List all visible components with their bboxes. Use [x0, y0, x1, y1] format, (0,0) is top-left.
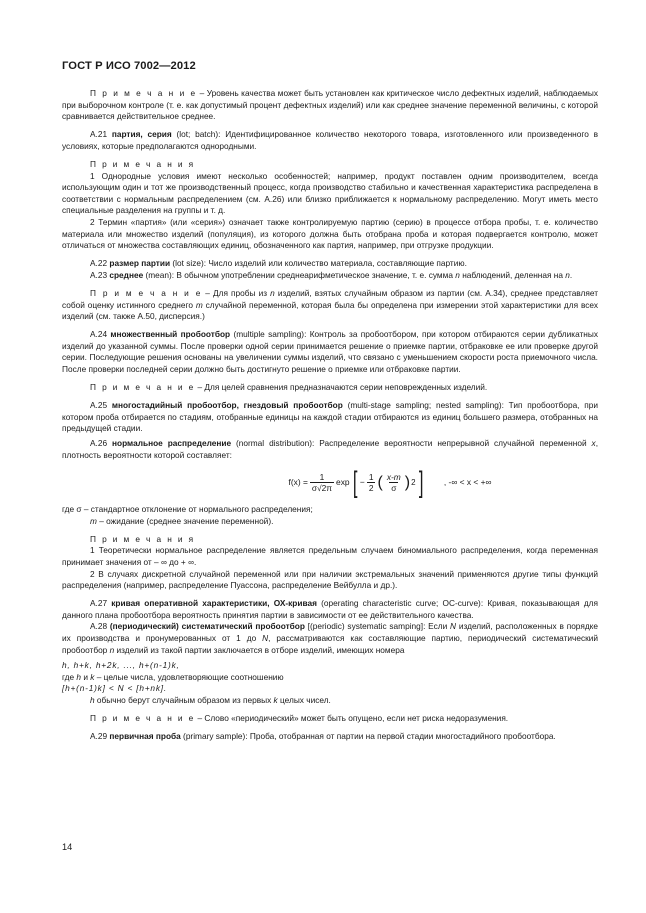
- term-primary-sample: первичная проба: [109, 731, 181, 742]
- term-oc-curve: кривая оперативной характеристики, ОХ-кривая: [111, 598, 317, 609]
- definition-a27: А.27 кривая оперативной характеристики, ОХ-кривая (operating characteristic curve; OC-curve): Кривая, показывающая для данного плана пробоотбора вероятность принятия партии в зависимости от ее действительного качества.: [62, 598, 599, 620]
- term-mean: среднее: [109, 269, 144, 280]
- note-a21-2: 2 Термин «партия» (или «серия») означает также контролируемую партию (серию) в процессе отбора пробы, т. е. количество материала или множество изделий (популяция), из которого должна быть отобрана проба и которая подвергается контролю, может отличаться от множества составляющих единиц, обозначенного как партия, например, при отгрузке продукции.: [62, 216, 598, 251]
- term-systematic-sampling: (периодический) систематический пробоотбор: [109, 621, 305, 632]
- notes-heading-a26: П р и м е ч а н и я: [90, 533, 196, 544]
- definition-a29: А.29 первичная проба (primary sample): Проба, отобранная от партии на первой стадии многостадийного пробоотбора.: [90, 731, 556, 742]
- note-a23: П р и м е ч а н и е – Для пробы из n изделий, взятых случайным образом из партии (см. А.34), среднее представляет собой оценку истинного среднего m случайной переменной, которая была бы определена при измерении этой характеристики для всех изделий (см. также А.50, дисперсия.): [62, 287, 599, 322]
- normal-density-formula: f(x) = $\frac{1}{\sigma√2\pi}$ exp [ − $\frac{1}{2}$ ( $\frac{x-m}{\sigma}$ ) 2 ] , -∞ < x < +∞: [288, 466, 492, 500]
- definition-a24: А.24 множественный пробоотбор (multiple sampling): Контроль за пробоотбором, при котором отбираются серии дубликатных изделий до указанной суммы. После проверки одной серии принимается решение о приемке партии, отбраковке ее или проверке другой серии. Последующие решения основаны на увеличении суммы изделий, что связано с уменьшением скорости роста приемочного числа. После проверки последней серии должно быть достигнуто решение о приемке или отбраковке партии.: [62, 329, 598, 374]
- term-normal-distribution: нормальное распределение: [112, 437, 232, 448]
- left-bracket: [: [352, 466, 358, 500]
- note-label: П р и м е ч а н и е: [90, 88, 198, 98]
- where-sigma: где σ – стандартное отклонение от нормального распределения;: [62, 504, 313, 515]
- note-quality-level: П р и м е ч а н и е – Уровень качества может быть установлен как критическое число дефектных изделий, наблюдаемых при выборочном контроле (т. е. как допустимый процент дефектных изделий) или как среднее значение переменной величины, с которой сравнивается действительное среднее.: [62, 88, 598, 122]
- inequality-formula: [h+(n-1)k] < N < [h+nk].: [62, 683, 167, 694]
- definition-a23: А.23 среднее (mean): В обычном употреблении среднеарифметическое значение, т. е. сумма n наблюдений, деленная на n.: [90, 269, 573, 280]
- fraction-half: $\frac{1}{2}$: [368, 472, 374, 494]
- notes-heading: П р и м е ч а н и я: [90, 158, 196, 169]
- definition-a26: А.26 нормальное распределение (normal distribution): Распределение вероятности непрерывной случайной переменной x, плотность вероятности которой составляет:: [62, 437, 598, 460]
- document-header: ГОСТ Р ИСО 7002—2012: [62, 60, 196, 72]
- where-h-k: где h и k – целые числа, удовлетворяющие соотношению: [62, 671, 284, 682]
- right-bracket: ]: [418, 466, 424, 500]
- fraction-standardized: $\frac{x-m}{\sigma}$: [386, 472, 401, 494]
- definition-a28: А.28 (периодический) систематический пробоотбор [(periodic) systematic samping]: Если N изделий, расположенных в порядке их производства и пронумерованных от 1 до N, рассматриваются как составляющие партию, периодический систематический пробоотбор n изделий из такой партии заключается в отборе изделий, имеющих номера: [62, 621, 599, 655]
- term-lot-size: размер партии: [109, 258, 171, 269]
- note-a26-2: 2 В случаях дискретной случайной переменной или при наличии экстремальных значений применяются другие типы функций распределения (например, распределение Пуассона, распределение Вейбулла и др.).: [62, 568, 598, 591]
- page-body: [62, 88, 598, 743]
- definition-a22: А.22 размер партии (lot size): Число изделий или количество материала, составляющие партию.: [90, 258, 467, 269]
- note-a24: П р и м е ч а н и е – Для целей сравнения предназначаются серии неповрежденных изделий.: [90, 382, 488, 393]
- fraction-normalizer: $\frac{1}{\sigma√2\pi}$: [311, 472, 333, 494]
- term-multistage-sampling: многостадийный пробоотбор, гнездовый пробоотбор: [111, 400, 343, 411]
- h-selection-text: h обычно берут случайным образом из первых k целых чисел.: [90, 695, 331, 706]
- sequence-formula: h, h+k, h+2k, ..., h+(n-1)k,: [62, 660, 180, 671]
- term-lot: партия, серия: [111, 129, 172, 140]
- definition-a21: А.21 партия, серия (lot; batch): Идентифицированное количество некоторого товара, изготовленного или произведенного в условиях, которые предполагаются однородными.: [62, 129, 598, 151]
- note-a21-1: 1 Однородные условия имеют несколько особенностей; например, продукт поставлен одним производителем, всегда использующим один и тот же производственный процесс, когда производство стабильно и качественная характеристика распределена в соответствии с нормальным распределением (см. А.26) или близко приближается к нормальному распределению. Могут иметь место специальные разделения на группы и т. д.: [62, 170, 598, 216]
- page-number: 14: [62, 842, 73, 852]
- term-multiple-sampling: множественный пробоотбор: [110, 329, 231, 340]
- definition-a25: А.25 многостадийный пробоотбор, гнездовый пробоотбор (multi-stage sampling; nested sampling): Тип пробоотбора, при котором проба отбирается по стадиям, отобранные единицы на каждой стадии отбираются из единиц большего размера, отобранных на предыдущей стадии.: [62, 400, 598, 434]
- note-a26-1: 1 Теоретически нормальное распределение является предельным случаем биномиального распределения, когда переменная принимает значения от – ∞ до + ∞.: [62, 545, 598, 567]
- where-m: m – ожидание (среднее значение переменной).: [90, 515, 274, 526]
- note-a28: П р и м е ч а н и е – Слово «периодический» может быть опущено, если нет риска недоразумения.: [90, 713, 509, 724]
